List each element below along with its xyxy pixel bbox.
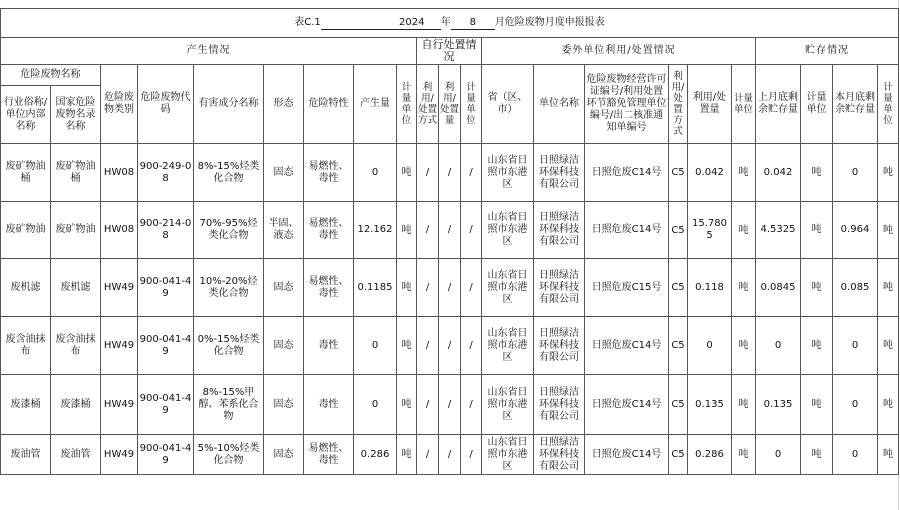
cell-harmful[interactable]: 70%-95%烃类化合物 (194, 202, 264, 259)
table-row (1, 144, 899, 202)
cell-harmful[interactable]: 5%-10%烃类化合物 (194, 435, 264, 475)
cell-national-name[interactable]: 废机滤 (51, 259, 101, 317)
cell-amount[interactable]: 0 (354, 144, 397, 202)
cell-out-unit[interactable]: 吨 (732, 435, 756, 475)
cell-property[interactable]: 易燃性、毒性 (304, 202, 354, 259)
cell-category[interactable]: HW49 (101, 375, 138, 435)
cell-stock-unit[interactable]: 吨 (801, 435, 833, 475)
cell-this-unit[interactable]: 吨 (878, 435, 899, 475)
cell-province[interactable]: 山东省日照市东港区 (482, 317, 534, 375)
cell-code[interactable]: 900-249-08 (138, 144, 194, 202)
header-license: 危险废物经营许可证编号/利用处置环节豁免管理单位编号/出二核准通知单编号 (585, 65, 669, 144)
header-harmful: 有害成分名称 (194, 65, 264, 144)
header-code: 危险废物代码 (138, 65, 194, 144)
cell-company[interactable]: 日照绿洁环保科技有限公司 (534, 435, 585, 475)
cell-industry-name[interactable]: 废漆桶 (1, 375, 51, 435)
waste-report-table (0, 8, 899, 475)
cell-self-unit[interactable]: / (461, 435, 482, 475)
cell-industry-name[interactable]: 废矿物油桶 (1, 144, 51, 202)
cell-form[interactable]: 固态 (264, 144, 304, 202)
cell-form[interactable]: 固态 (264, 317, 304, 375)
cell-national-name[interactable]: 废漆桶 (51, 375, 101, 435)
cell-code[interactable]: 900-041-49 (138, 375, 194, 435)
cell-company[interactable]: 日照绿洁环保科技有限公司 (534, 375, 585, 435)
cell-self-unit[interactable]: / (461, 202, 482, 259)
cell-property[interactable]: 易燃性、毒性 (304, 259, 354, 317)
cell-this-unit[interactable]: 吨 (878, 202, 899, 259)
header-self-amount: 利用/处置量 (439, 65, 461, 144)
cell-stock-unit[interactable]: 吨 (801, 259, 833, 317)
group-self-disposal: 自行处置情况 (417, 38, 482, 65)
cell-out-method[interactable]: C5 (669, 144, 688, 202)
cell-harmful[interactable]: 0%-15%烃类化合物 (194, 317, 264, 375)
cell-out-method[interactable]: C5 (669, 202, 688, 259)
cell-last-stock[interactable]: 0.135 (756, 375, 801, 435)
cell-unit[interactable]: 吨 (397, 317, 417, 375)
cell-this-unit[interactable]: 吨 (878, 144, 899, 202)
cell-form[interactable]: 半固、液态 (264, 202, 304, 259)
cell-self-method[interactable]: / (417, 202, 439, 259)
cell-company[interactable]: 日照绿洁环保科技有限公司 (534, 317, 585, 375)
cell-out-method[interactable]: C5 (669, 259, 688, 317)
cell-amount[interactable]: 0.1185 (354, 259, 397, 317)
cell-self-method[interactable]: / (417, 435, 439, 475)
cell-unit[interactable]: 吨 (397, 375, 417, 435)
header-industry-name: 行业俗称/单位内部名称 (1, 86, 51, 144)
cell-out-amount[interactable]: 15.7805 (688, 202, 732, 259)
cell-company[interactable]: 日照绿洁环保科技有限公司 (534, 144, 585, 202)
cell-this-unit[interactable]: 吨 (878, 317, 899, 375)
cell-unit[interactable]: 吨 (397, 202, 417, 259)
cell-industry-name[interactable]: 废矿物油 (1, 202, 51, 259)
cell-province[interactable]: 山东省日照市东港区 (482, 202, 534, 259)
group-outsourced: 委外单位利用/处置情况 (482, 38, 756, 65)
cell-industry-name[interactable]: 废含油抹布 (1, 317, 51, 375)
table-row (1, 317, 899, 375)
cell-self-amount[interactable]: / (439, 259, 461, 317)
cell-self-unit[interactable]: / (461, 317, 482, 375)
cell-amount[interactable]: 0 (354, 375, 397, 435)
header-self-unit: 计量单位 (461, 65, 482, 144)
header-last-stock: 上月底剩余贮存量 (756, 65, 801, 144)
cell-license[interactable]: 日照危废C15号 (585, 259, 669, 317)
cell-self-amount[interactable]: / (439, 317, 461, 375)
header-this-stock: 本月底剩余贮存量 (833, 65, 878, 144)
cell-amount[interactable]: 0.286 (354, 435, 397, 475)
header-out-method: 利用/处置方式 (669, 65, 688, 144)
cell-out-amount[interactable]: 0.135 (688, 375, 732, 435)
header-unit: 计量单位 (397, 65, 417, 144)
cell-last-stock[interactable]: 0 (756, 317, 801, 375)
cell-this-unit[interactable]: 吨 (878, 259, 899, 317)
cell-self-amount[interactable]: / (439, 144, 461, 202)
cell-category[interactable]: HW08 (101, 202, 138, 259)
cell-self-amount[interactable]: / (439, 375, 461, 435)
header-amount: 产生量 (354, 65, 397, 144)
cell-license[interactable]: 日照危废C14号 (585, 144, 669, 202)
cell-company[interactable]: 日照绿洁环保科技有限公司 (534, 202, 585, 259)
cell-license[interactable]: 日照危废C14号 (585, 202, 669, 259)
cell-out-method[interactable]: C5 (669, 435, 688, 475)
cell-out-method[interactable]: C5 (669, 375, 688, 435)
cell-form[interactable]: 固态 (264, 375, 304, 435)
cell-code[interactable]: 900-041-49 (138, 435, 194, 475)
cell-this-unit[interactable]: 吨 (878, 375, 899, 435)
cell-industry-name[interactable]: 废油管 (1, 435, 51, 475)
cell-form[interactable]: 固态 (264, 259, 304, 317)
cell-out-amount[interactable]: 0 (688, 317, 732, 375)
cell-property[interactable]: 毒性 (304, 375, 354, 435)
cell-out-unit[interactable]: 吨 (732, 259, 756, 317)
cell-national-name[interactable]: 废矿物油桶 (51, 144, 101, 202)
cell-out-unit[interactable]: 吨 (732, 202, 756, 259)
cell-national-name[interactable]: 废矿物油 (51, 202, 101, 259)
cell-license[interactable]: 日照危废C14号 (585, 317, 669, 375)
cell-stock-unit[interactable]: 吨 (801, 202, 833, 259)
cell-self-method[interactable]: / (417, 144, 439, 202)
cell-this-stock[interactable]: 0 (833, 144, 878, 202)
cell-this-stock[interactable]: 0 (833, 435, 878, 475)
title-prefix-blank (321, 17, 383, 30)
table-row (1, 435, 899, 475)
cell-amount[interactable]: 12.162 (354, 202, 397, 259)
cell-self-amount[interactable]: / (439, 202, 461, 259)
header-company: 单位名称 (534, 65, 585, 144)
header-form: 形态 (264, 65, 304, 144)
cell-province[interactable]: 山东省日照市东港区 (482, 144, 534, 202)
cell-stock-unit[interactable]: 吨 (801, 317, 833, 375)
cell-unit[interactable]: 吨 (397, 259, 417, 317)
cell-property[interactable]: 易燃性、毒性 (304, 144, 354, 202)
cell-province[interactable]: 山东省日照市东港区 (482, 435, 534, 475)
header-province: 省（区、市） (482, 65, 534, 144)
cell-out-amount[interactable]: 0.286 (688, 435, 732, 475)
cell-province[interactable]: 山东省日照市东港区 (482, 259, 534, 317)
cell-unit[interactable]: 吨 (397, 144, 417, 202)
cell-industry-name[interactable]: 废机滤 (1, 259, 51, 317)
cell-property[interactable]: 毒性 (304, 317, 354, 375)
cell-self-unit[interactable]: / (461, 144, 482, 202)
table-row (1, 259, 899, 317)
cell-amount[interactable]: 0 (354, 317, 397, 375)
cell-this-stock[interactable]: 0.085 (833, 259, 878, 317)
title-month: 8 (451, 17, 495, 30)
header-category: 危险废物类别 (101, 65, 138, 144)
header-self-method: 利用/处置方式 (417, 65, 439, 144)
group-production: 产生情况 (1, 38, 417, 65)
group-storage: 贮存情况 (756, 38, 899, 65)
cell-code[interactable]: 900-214-08 (138, 202, 194, 259)
header-waste-name: 危险废物名称 (1, 65, 101, 86)
cell-category[interactable]: HW49 (101, 435, 138, 475)
cell-self-method[interactable]: / (417, 375, 439, 435)
cell-out-unit[interactable]: 吨 (732, 375, 756, 435)
title-year: 2024 (383, 17, 441, 30)
cell-this-stock[interactable]: 0 (833, 375, 878, 435)
cell-harmful[interactable]: 8%-15%烃类化合物 (194, 144, 264, 202)
cell-property[interactable]: 易燃性、毒性 (304, 435, 354, 475)
cell-last-stock[interactable]: 0 (756, 435, 801, 475)
cell-last-stock[interactable]: 0.042 (756, 144, 801, 202)
cell-this-stock[interactable]: 0.964 (833, 202, 878, 259)
cell-last-stock[interactable]: 4.5325 (756, 202, 801, 259)
table-row (1, 375, 899, 435)
cell-category[interactable]: HW08 (101, 144, 138, 202)
cell-out-method[interactable]: C5 (669, 317, 688, 375)
cell-code[interactable]: 900-041-49 (138, 259, 194, 317)
cell-this-stock[interactable]: 0 (833, 317, 878, 375)
cell-harmful[interactable]: 8%-15%甲醇、苯系化合物 (194, 375, 264, 435)
cell-unit[interactable]: 吨 (397, 435, 417, 475)
title-year-suffix: 年 (440, 16, 451, 28)
header-property: 危险特性 (304, 65, 354, 144)
cell-out-unit[interactable]: 吨 (732, 317, 756, 375)
title-prefix: 表C.1 (294, 16, 321, 28)
title-month-suffix: 月危险废物月度申报报表 (494, 16, 605, 28)
report-title (1, 9, 899, 38)
cell-out-unit[interactable]: 吨 (732, 144, 756, 202)
header-out-amount: 利用/处置量 (688, 65, 732, 144)
cell-license[interactable]: 日照危废C14号 (585, 435, 669, 475)
cell-self-method[interactable]: / (417, 259, 439, 317)
cell-stock-unit[interactable]: 吨 (801, 144, 833, 202)
header-out-unit: 计量单位 (732, 65, 756, 144)
cell-self-unit[interactable]: / (461, 259, 482, 317)
cell-national-name[interactable]: 废含油抹布 (51, 317, 101, 375)
cell-national-name[interactable]: 废油管 (51, 435, 101, 475)
cell-out-amount[interactable]: 0.042 (688, 144, 732, 202)
cell-category[interactable]: HW49 (101, 259, 138, 317)
cell-self-method[interactable]: / (417, 317, 439, 375)
cell-last-stock[interactable]: 0.0845 (756, 259, 801, 317)
cell-company[interactable]: 日照绿洁环保科技有限公司 (534, 259, 585, 317)
cell-province[interactable]: 山东省日照市东港区 (482, 375, 534, 435)
table-row (1, 202, 899, 259)
cell-license[interactable]: 日照危废C14号 (585, 375, 669, 435)
cell-out-amount[interactable]: 0.118 (688, 259, 732, 317)
cell-stock-unit[interactable]: 吨 (801, 375, 833, 435)
cell-category[interactable]: HW49 (101, 317, 138, 375)
cell-self-unit[interactable]: / (461, 375, 482, 435)
cell-harmful[interactable]: 10%-20%烃类化合物 (194, 259, 264, 317)
cell-code[interactable]: 900-041-49 (138, 317, 194, 375)
cell-self-amount[interactable]: / (439, 435, 461, 475)
header-this-unit: 计量单位 (878, 65, 899, 144)
header-national-name: 国家危险废物名录名称 (51, 86, 101, 144)
header-stock-unit: 计量单位 (801, 65, 833, 144)
cell-form[interactable]: 固态 (264, 435, 304, 475)
